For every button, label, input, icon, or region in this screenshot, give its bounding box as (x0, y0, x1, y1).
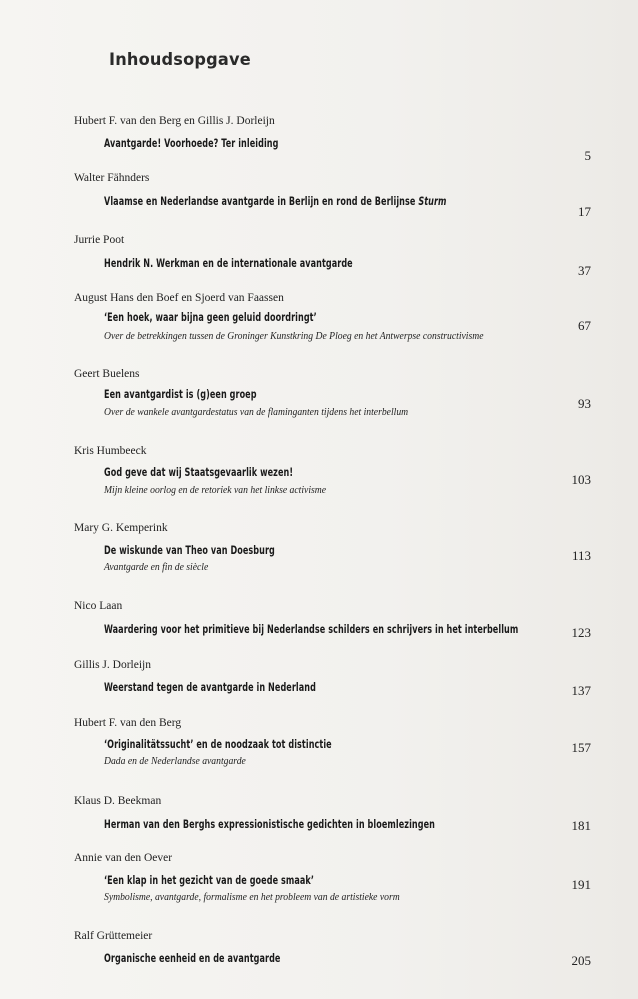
entry-title: ‘Een hoek, waar bijna geen geluid doordringt’ (104, 310, 317, 324)
entry-title: Waardering voor het primitieve bij Nederlandse schilders en schrijvers in het interbellum (104, 622, 519, 636)
entry-title: Hendrik N. Werkman en de internationale avantgarde (104, 256, 353, 270)
entry-author: August Hans den Boef en Sjoerd van Faassen (74, 292, 284, 304)
entry-title: Weerstand tegen de avantgarde in Nederland (104, 680, 316, 694)
entry-page-number: 67 (578, 318, 591, 333)
entry-author: Kris Humbeeck (74, 445, 147, 457)
entry-page-number: 123 (571, 625, 591, 640)
entry-title: Een avantgardist is (g)een groep (104, 387, 257, 401)
entry-title: ‘Een klap in het gezicht van de goede smaak’ (104, 873, 315, 887)
entry-author: Gillis J. Dorleijn (74, 659, 151, 671)
entry-page-number: 37 (578, 263, 591, 278)
bleed-through-mark (565, 70, 568, 81)
entry-page-number: 103 (571, 472, 591, 487)
entry-title: Avantgarde! Voorhoede? Ter inleiding (104, 136, 279, 150)
entry-subtitle: Over de wankele avantgardestatus van de flaminganten tijdens het interbellum (104, 407, 409, 418)
entry-subtitle: Symbolisme, avantgarde, formalisme en het probleem van de artistieke vorm (104, 892, 400, 903)
entry-page-number: 5 (584, 148, 591, 163)
entry-title-text: Vlaamse en Nederlandse avantgarde in Berlijn en rond de Berlijnse (104, 194, 416, 208)
entry-subtitle: Avantgarde en fin de siècle (104, 562, 209, 573)
entry-author: Jurrie Poot (74, 234, 125, 246)
entry-page-number: 17 (578, 204, 591, 219)
entry-author: Mary G. Kemperink (74, 522, 168, 534)
entry-author: Klaus D. Beekman (74, 795, 162, 807)
entry-author: Hubert F. van den Berg en Gillis J. Dorleijn (74, 115, 275, 127)
entry-title: Organische eenheid en de avantgarde (104, 951, 281, 965)
entry-title-italic: Sturm (418, 194, 447, 208)
entry-subtitle: Over de betrekkingen tussen de Groninger Kunstkring De Ploeg en het Antwerpse constructivisme (104, 331, 484, 342)
page-title: Inhoudsopgave (109, 50, 251, 70)
entry-subtitle: Mijn kleine oorlog en de retoriek van het linkse activisme (104, 485, 327, 496)
entry-author: Annie van den Oever (74, 852, 173, 864)
entry-title: ‘Originalitätssucht’ en de noodzaak tot distinctie (104, 737, 332, 751)
entry-page-number: 205 (571, 953, 591, 968)
entry-author: Hubert F. van den Berg (74, 717, 182, 729)
entry-page-number: 181 (571, 818, 591, 833)
entry-title: De wiskunde van Theo van Doesburg (104, 543, 275, 557)
entry-subtitle: Dada en de Nederlandse avantgarde (104, 756, 246, 767)
entry-page-number: 157 (571, 740, 591, 755)
entry-page-number: 93 (578, 396, 591, 411)
entry-author: Nico Laan (74, 600, 123, 612)
entry-title: God geve dat wij Staatsgevaarlik wezen! (104, 465, 294, 479)
entry-page-number: 113 (571, 548, 591, 563)
entry-title (104, 194, 447, 208)
entry-page-number: 191 (571, 877, 591, 892)
entry-page-number: 137 (571, 683, 591, 698)
entry-author: Geert Buelens (74, 368, 140, 380)
entry-author: Walter Fähnders (74, 172, 150, 184)
entry-title: Herman van den Berghs expressionistische gedichten in bloemlezingen (104, 817, 435, 831)
entry-author: Ralf Grüttemeier (74, 930, 153, 942)
